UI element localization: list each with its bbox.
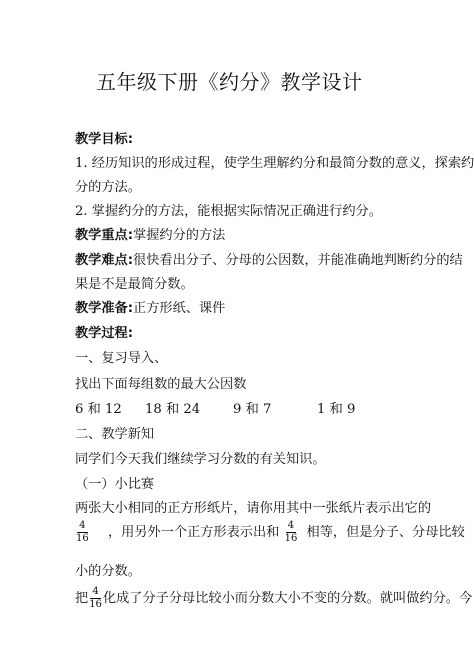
fraction (89, 586, 102, 611)
section-1-heading: 一、复习导入、 (75, 351, 168, 366)
difficulty-label: 教学难点: (75, 253, 134, 268)
subsection-1-heading: （一）小比赛 (75, 477, 155, 492)
fraction-numerator: 4 (92, 586, 99, 597)
goal-2: 2. 掌握约分的方法，能根据实际情况正确进行约分。 (75, 204, 382, 219)
paragraph-1-text-end: 相等，但是分子、分母比较 (306, 525, 465, 540)
difficulty (75, 249, 463, 268)
number-pairs (75, 398, 355, 417)
key-text: 掌握约分的方法 (133, 228, 226, 243)
fraction-numerator: 4 (287, 520, 295, 531)
goal-1-line-1: 1. 经历知识的形成过程，使学生理解约分和最简分数的意义，探索约 (75, 156, 474, 171)
pair-item: 18 和 24 (145, 402, 201, 417)
fraction-denominator: 16 (284, 533, 298, 544)
task-text: 找出下面每组数的最大公因数 (75, 377, 247, 392)
preparation (75, 297, 225, 316)
fraction-denominator: 16 (89, 599, 102, 610)
paragraph-2-start: 把 (75, 591, 89, 606)
goal-1-line-2: 分的方法。 (75, 180, 141, 195)
prep-label: 教学准备: (75, 301, 134, 316)
fraction-numerator: 4 (79, 520, 86, 531)
paragraph-2 (75, 586, 472, 611)
difficulty-text: 很快看出分子、分母的公因数，并能准确地判断约分的结 (133, 253, 463, 268)
fraction (285, 520, 298, 545)
paragraph-1-text-mid: ，用另外一个正方形表示出和 (107, 525, 280, 540)
fraction (76, 520, 89, 545)
fraction-denominator: 16 (76, 533, 89, 544)
goals-label: 教学目标: (75, 132, 134, 147)
prep-text: 正方形纸、课件 (133, 301, 226, 316)
pair-item: 9 和 7 (233, 402, 272, 417)
paragraph-2-rest: 化成了分子分母比较小而分数大小不变的分数。就叫做约分。今 (102, 591, 473, 606)
pair-item: 6 和 12 (75, 402, 122, 417)
paragraph-1-line-1: 两张大小相同的正方形纸片，请你用其中一张纸片表示出它的 (75, 501, 432, 516)
key-points (75, 224, 225, 243)
paragraph-1-line-3: 小的分数。 (75, 564, 141, 579)
key-label: 教学重点: (75, 228, 134, 243)
paragraph-1-line-2 (75, 520, 465, 545)
pair-item: 1 和 9 (317, 402, 356, 417)
difficulty-line-2: 果是不是最简分数。 (75, 277, 194, 292)
section-2-heading: 二、教学新知 (75, 427, 155, 442)
intro-text: 同学们今天我们继续学习分数的有关知识。 (75, 452, 326, 467)
process-label: 教学过程: (75, 326, 134, 341)
document-title: 五年级下册《约分》教学设计 (96, 70, 363, 94)
